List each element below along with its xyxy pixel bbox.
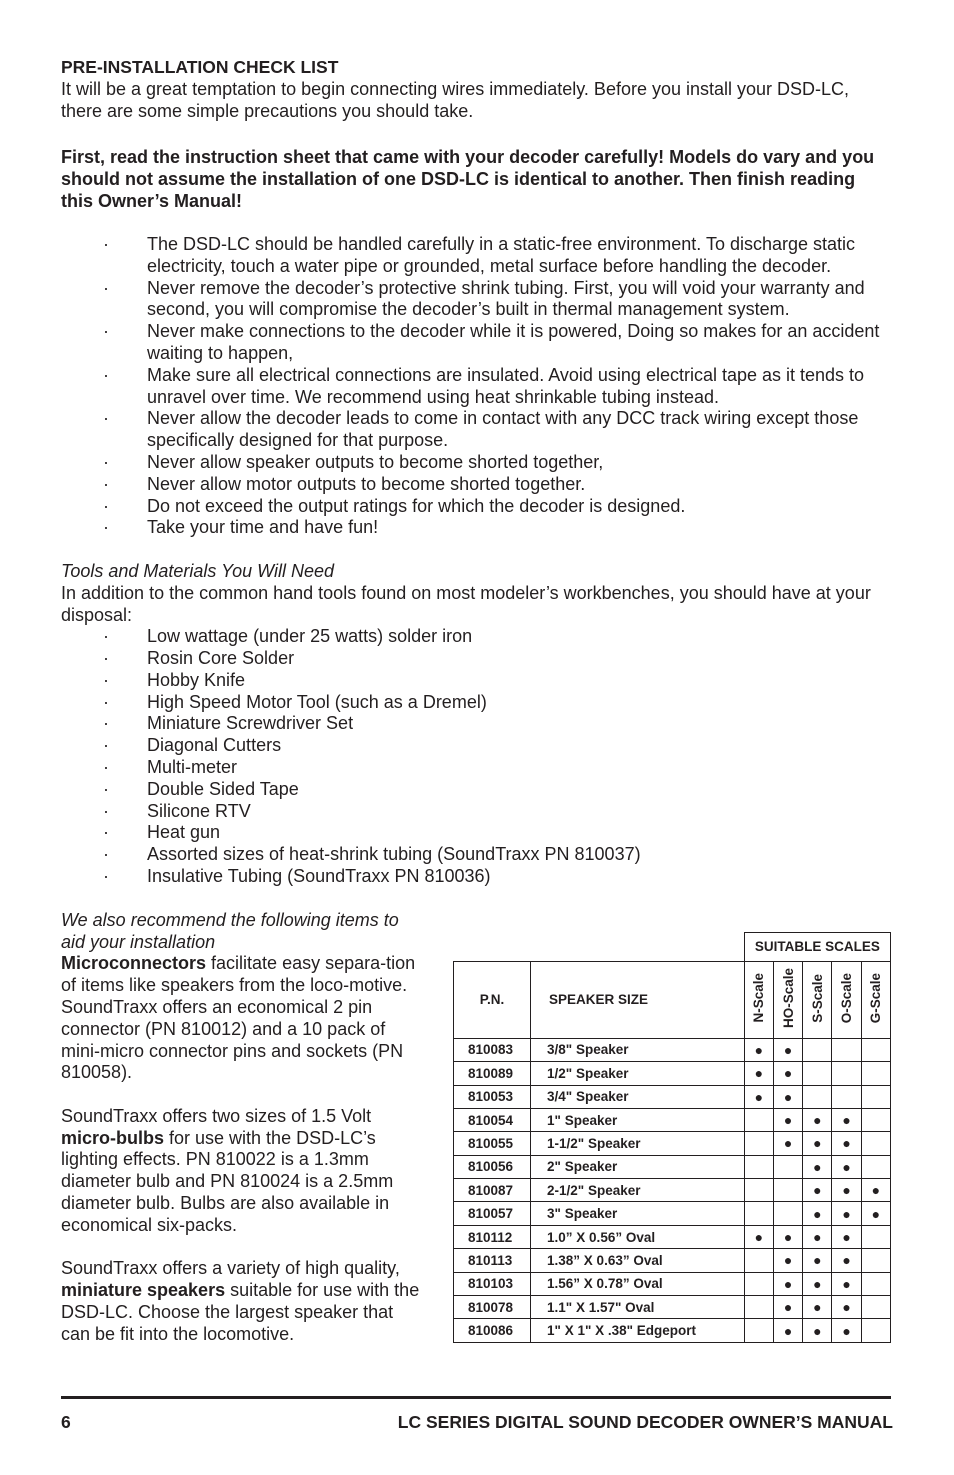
scale-mark-cell: ● — [773, 1249, 802, 1272]
scale-mark-cell: ● — [803, 1319, 832, 1342]
part-number-cell: 810083 — [454, 1038, 531, 1061]
scale-mark-cell: ● — [803, 1108, 832, 1131]
scale-mark-cell — [832, 1062, 861, 1085]
scale-mark-cell — [744, 1108, 773, 1131]
list-item-text: Hobby Knife — [147, 669, 246, 690]
list-item-text: Low wattage (under 25 watts) solder iron — [147, 626, 473, 647]
intro-paragraph: It will be a great temptation to begin connecting wires immediately. Before you install your DSD-LC, there are some simple precautions you should take. — [61, 79, 850, 121]
speaker-size-cell: 1.56” X 0.78” Oval — [531, 1272, 745, 1295]
speaker-size-cell: 3" Speaker — [531, 1202, 745, 1225]
bullet-dot: · — [103, 669, 109, 690]
list-item — [61, 735, 891, 757]
speaker-size-cell: 1" X 1" X .38" Edgeport — [531, 1319, 745, 1342]
list-item — [61, 517, 891, 539]
speaker-size-cell: 1/2" Speaker — [531, 1062, 745, 1085]
pn-header: P.N. — [454, 961, 531, 1038]
footer-rule — [61, 1396, 891, 1399]
manual-title: LC SERIES DIGITAL SOUND DECODER OWNER’S MANUAL — [397, 1412, 893, 1432]
bullet-dot: · — [103, 234, 109, 254]
table-row — [454, 1132, 891, 1155]
scale-mark-cell: ● — [773, 1108, 802, 1131]
scale-header-label: S-Scale — [809, 973, 825, 1023]
scale-header-label: G-Scale — [868, 973, 884, 1024]
scale-mark-cell: ● — [773, 1038, 802, 1061]
scale-mark-cell: ● — [861, 1179, 890, 1202]
scale-mark-cell — [861, 1319, 890, 1342]
list-item-text: Assorted sizes of heat-shrink tubing (SoundTraxx PN 810037) — [147, 844, 641, 865]
list-item-text: Diagonal Cutters — [147, 735, 282, 756]
bullet-dot: · — [103, 822, 109, 843]
bullet-dot: · — [103, 735, 109, 756]
part-number-cell: 810087 — [454, 1179, 531, 1202]
scale-mark-cell: ● — [773, 1062, 802, 1085]
scale-mark-cell: ● — [773, 1272, 802, 1295]
scale-mark-cell: ● — [773, 1085, 802, 1108]
bullet-dot: · — [103, 865, 109, 886]
scale-mark-cell — [861, 1038, 890, 1061]
scale-mark-cell: ● — [803, 1249, 832, 1272]
scale-header — [832, 961, 861, 1038]
tools-list — [61, 626, 891, 888]
scale-mark-cell: ● — [803, 1272, 832, 1295]
part-number-cell: 810089 — [454, 1062, 531, 1085]
scale-mark-cell — [773, 1202, 802, 1225]
list-item-text: Rosin Core Solder — [147, 647, 295, 668]
table-row — [454, 1085, 891, 1108]
scale-mark-cell: ● — [832, 1272, 861, 1295]
scale-mark-cell: ● — [803, 1132, 832, 1155]
scale-mark-cell — [744, 1319, 773, 1342]
bullet-dot: · — [103, 800, 109, 821]
list-item — [61, 474, 891, 496]
table-row — [454, 1155, 891, 1178]
speaker-size-cell: 3/4" Speaker — [531, 1085, 745, 1108]
scale-mark-cell: ● — [832, 1202, 861, 1225]
scale-mark-cell: ● — [803, 1179, 832, 1202]
microconnectors-paragraph — [61, 953, 426, 1084]
list-item-text: Multi-meter — [147, 756, 238, 777]
scale-header-label: O-Scale — [839, 973, 855, 1024]
speaker-size-cell: 3/8" Speaker — [531, 1038, 745, 1061]
scale-mark-cell: ● — [861, 1202, 890, 1225]
bullet-dot: · — [103, 364, 109, 385]
scale-mark-cell — [803, 1038, 832, 1061]
list-item — [61, 234, 891, 278]
scale-mark-cell — [832, 1085, 861, 1108]
bullet-dot: · — [103, 517, 109, 538]
list-item-text: Double Sided Tape — [147, 778, 299, 799]
speaker-size-cell: 1.0” X 0.56” Oval — [531, 1225, 745, 1248]
tools-heading: Tools and Materials You Will Need — [61, 561, 334, 582]
document-page — [61, 56, 891, 1360]
table-row — [454, 1179, 891, 1202]
scale-mark-cell: ● — [832, 1179, 861, 1202]
list-item — [61, 670, 891, 692]
recommend-heading: We also recommend the following items to aid your installation — [61, 909, 399, 952]
scale-mark-cell — [861, 1062, 890, 1085]
scale-mark-cell — [832, 1038, 861, 1061]
list-item — [61, 648, 891, 670]
scale-mark-cell — [744, 1272, 773, 1295]
scale-mark-cell: ● — [773, 1296, 802, 1319]
bullet-dot: · — [103, 408, 109, 429]
list-item — [61, 779, 891, 801]
list-item-text: Insulative Tubing (SoundTraxx PN 810036) — [147, 865, 491, 886]
scale-mark-cell: ● — [832, 1132, 861, 1155]
scale-mark-cell: ● — [773, 1225, 802, 1248]
list-item — [61, 365, 891, 409]
list-item — [61, 866, 891, 888]
part-number-cell: 810054 — [454, 1108, 531, 1131]
scale-mark-cell — [744, 1155, 773, 1178]
scale-mark-cell — [861, 1085, 890, 1108]
scale-header — [861, 961, 890, 1038]
scale-mark-cell: ● — [832, 1108, 861, 1131]
part-number-cell: 810112 — [454, 1225, 531, 1248]
list-item-text: Never allow motor outputs to become shorted together. — [147, 473, 586, 494]
scale-mark-cell — [861, 1296, 890, 1319]
list-item — [61, 801, 891, 823]
scale-mark-cell: ● — [744, 1085, 773, 1108]
bullet-dot: · — [103, 691, 109, 712]
scale-mark-cell: ● — [803, 1155, 832, 1178]
scale-mark-cell — [861, 1155, 890, 1178]
scale-mark-cell — [744, 1132, 773, 1155]
bullet-dot: · — [103, 647, 109, 668]
speakers-term: miniature speakers — [61, 1280, 226, 1301]
list-item — [61, 452, 891, 474]
microbulbs-before: SoundTraxx offers two sizes of 1.5 Volt — [61, 1105, 372, 1126]
scale-mark-cell — [744, 1296, 773, 1319]
list-item — [61, 713, 891, 735]
part-number-cell: 810053 — [454, 1085, 531, 1108]
list-item — [61, 757, 891, 779]
speaker-table-body — [454, 1038, 891, 1342]
table-row — [454, 1249, 891, 1272]
scale-mark-cell — [803, 1085, 832, 1108]
table-row — [454, 1225, 891, 1248]
bullet-dot: · — [103, 495, 109, 516]
list-item — [61, 408, 891, 452]
table-row — [454, 1202, 891, 1225]
list-item — [61, 321, 891, 365]
list-item — [61, 278, 891, 322]
scale-header — [773, 961, 802, 1038]
speaker-size-cell: 1.38” X 0.63” Oval — [531, 1249, 745, 1272]
list-item-text: Take your time and have fun! — [147, 517, 379, 538]
microbulbs-after: for use with the DSD-LC’s lighting effects. PN 810022 is a 1.3mm diameter bulb and PN 810024 is a 2.5mm diameter bulb. Bulbs are also available in economical six-packs. — [61, 1127, 394, 1235]
scale-mark-cell — [861, 1272, 890, 1295]
section-heading: PRE-INSTALLATION CHECK LIST — [61, 57, 339, 77]
scale-header-label: HO-Scale — [780, 968, 796, 1029]
scale-mark-cell: ● — [832, 1249, 861, 1272]
scale-mark-cell — [744, 1202, 773, 1225]
list-item — [61, 822, 891, 844]
microconnectors-text: facilitate easy separa-tion of items like speakers from the loco-motive. SoundTraxx offers an economical 2 pin connector (PN 810012) and a 10 pack of mini-micro connector pins and sockets (PN 810058). — [61, 953, 416, 1083]
speaker-size-cell: 2" Speaker — [531, 1155, 745, 1178]
part-number-cell: 810055 — [454, 1132, 531, 1155]
scale-mark-cell: ● — [744, 1038, 773, 1061]
bullet-dot: · — [103, 756, 109, 777]
table-row — [454, 1272, 891, 1295]
scale-mark-cell — [861, 1249, 890, 1272]
speaker-size-cell: 2-1/2" Speaker — [531, 1179, 745, 1202]
recommend-column — [61, 910, 426, 1346]
list-item — [61, 692, 891, 714]
scale-mark-cell: ● — [744, 1062, 773, 1085]
page-number: 6 — [61, 1412, 71, 1432]
bullet-dot: · — [103, 321, 109, 342]
part-number-cell: 810056 — [454, 1155, 531, 1178]
scale-mark-cell: ● — [803, 1296, 832, 1319]
speakers-before: SoundTraxx offers a variety of high quality, — [61, 1258, 400, 1279]
precautions-list — [61, 234, 891, 539]
table-row — [454, 1296, 891, 1319]
list-item-text: Silicone RTV — [147, 800, 251, 821]
list-item — [61, 626, 891, 648]
table-row — [454, 1038, 891, 1061]
part-number-cell: 810103 — [454, 1272, 531, 1295]
scale-mark-cell: ● — [773, 1319, 802, 1342]
list-item-text: Never remove the decoder’s protective shrink tubing. First, you will void your warranty and second, you will compromise the decoder’s built in thermal management system. — [147, 277, 865, 320]
scale-mark-cell — [773, 1155, 802, 1178]
part-number-cell: 810057 — [454, 1202, 531, 1225]
scale-mark-cell: ● — [832, 1296, 861, 1319]
table-blank-corner — [454, 932, 745, 961]
bullet-dot: · — [103, 778, 109, 799]
recommend-section — [61, 910, 891, 1360]
part-number-cell: 810078 — [454, 1296, 531, 1319]
scale-mark-cell: ● — [803, 1225, 832, 1248]
scale-mark-cell — [861, 1132, 890, 1155]
list-item-text: Never allow speaker outputs to become shorted together, — [147, 451, 604, 472]
scale-header — [803, 961, 832, 1038]
scale-mark-cell — [773, 1179, 802, 1202]
speaker-size-cell: 1-1/2" Speaker — [531, 1132, 745, 1155]
scale-mark-cell: ● — [832, 1155, 861, 1178]
speakers-after: suitable for use with the DSD-LC. Choose the largest speaker that can be fit into the locomotive. — [61, 1280, 420, 1344]
bullet-dot: · — [103, 451, 109, 472]
scale-header — [744, 961, 773, 1038]
list-item-text: Miniature Screwdriver Set — [147, 713, 354, 734]
tools-intro: In addition to the common hand tools found on most modeler’s workbenches, you should have at your disposal: — [61, 583, 871, 626]
microbulbs-term: micro-bulbs — [61, 1127, 165, 1148]
list-item-text: Never make connections to the decoder while it is powered, Doing so makes for an accident waiting to happen, — [147, 321, 880, 363]
speaker-size-cell: 1" Speaker — [531, 1108, 745, 1131]
list-item-text: Heat gun — [147, 822, 221, 843]
table-row — [454, 1108, 891, 1131]
scale-mark-cell — [803, 1062, 832, 1085]
list-item-text: High Speed Motor Tool (such as a Dremel) — [147, 691, 487, 712]
speaker-table — [453, 932, 891, 1343]
part-number-cell: 810086 — [454, 1319, 531, 1342]
list-item-text: The DSD-LC should be handled carefully in a static-free environment. To discharge static electricity, touch a water pipe or grounded, metal surface before handling the decoder. — [147, 234, 856, 276]
table-row — [454, 1319, 891, 1342]
bullet-dot: · — [103, 277, 109, 298]
speaker-size-cell: 1.1" X 1.57" Oval — [531, 1296, 745, 1319]
scale-mark-cell — [861, 1225, 890, 1248]
speaker-size-header: SPEAKER SIZE — [531, 961, 745, 1038]
scale-mark-cell: ● — [832, 1319, 861, 1342]
list-item-text: Do not exceed the output ratings for which the decoder is designed. — [147, 495, 686, 516]
bullet-dot: · — [103, 626, 109, 647]
scale-header-label: N-Scale — [751, 973, 767, 1023]
list-item-text: Never allow the decoder leads to come in contact with any DCC track wiring except those specifically designed for that purpose. — [147, 408, 859, 451]
bullet-dot: · — [103, 713, 109, 734]
list-item — [61, 844, 891, 866]
bullet-dot: · — [103, 844, 109, 865]
part-number-cell: 810113 — [454, 1249, 531, 1272]
warning-paragraph: First, read the instruction sheet that came with your decoder carefully! Models do vary and you should not assume the installation of one DSD-LC is identical to another. Then finish reading this Owner’s Manual! — [61, 147, 875, 211]
list-item — [61, 496, 891, 518]
scale-mark-cell: ● — [832, 1225, 861, 1248]
table-row — [454, 1062, 891, 1085]
scale-mark-cell: ● — [744, 1225, 773, 1248]
speakers-paragraph — [61, 1258, 426, 1345]
scale-mark-cell: ● — [773, 1132, 802, 1155]
microconnectors-term: Microconnectors — [61, 953, 207, 974]
suitable-scales-header: SUITABLE SCALES — [744, 932, 890, 961]
scale-mark-cell — [744, 1179, 773, 1202]
scale-mark-cell — [744, 1249, 773, 1272]
scale-mark-cell — [861, 1108, 890, 1131]
bullet-dot: · — [103, 473, 109, 494]
microbulbs-paragraph — [61, 1106, 426, 1237]
scale-mark-cell: ● — [803, 1202, 832, 1225]
list-item-text: Make sure all electrical connections are insulated. Avoid using electrical tape as it tends to unravel over time. We recommend using heat shrinkable tubing instead. — [147, 364, 865, 407]
